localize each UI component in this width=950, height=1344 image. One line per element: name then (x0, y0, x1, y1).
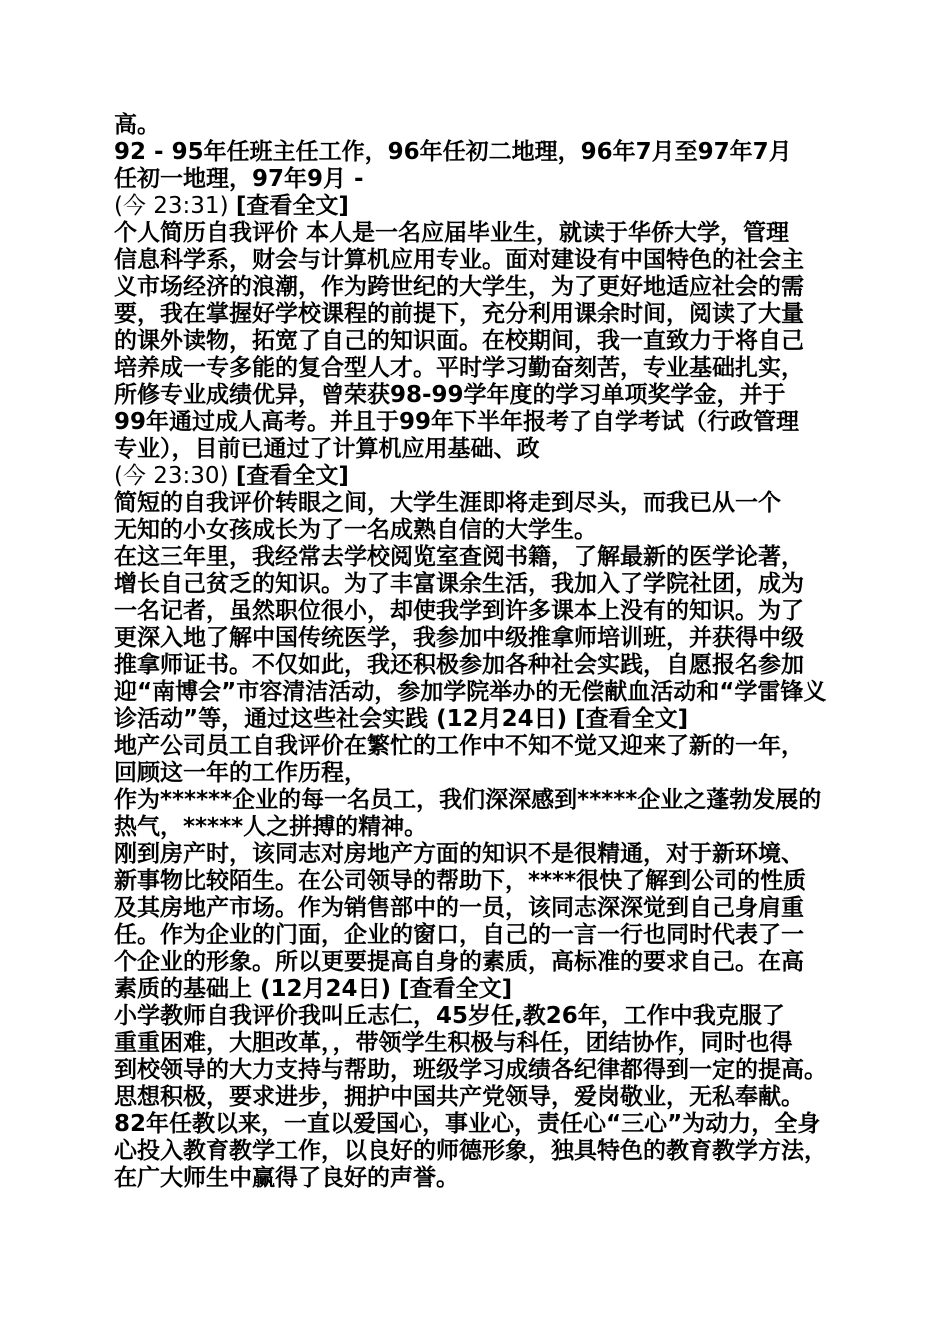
text-line: 增长自己贫乏的知识。为了丰富课余生活，我加入了学院社团，成为 (114, 571, 804, 597)
entry-meta (114, 463, 844, 490)
text-line: 心投入教育教学工作，以良好的师德形象，独具特色的教育教学方法， (114, 1138, 827, 1164)
text-line: 作为******企业的每一名员工，我们深深感到*****企业之蓬勃发展的 (114, 787, 822, 813)
text-line: 专业），目前已通过了计算机应用基础、政 (114, 436, 540, 462)
text-line: 素质的基础上 (12月24日) [查看全文] (114, 976, 513, 1002)
text-line: 信息科学系，财会与计算机应用专业。面对建设有中国特色的社会主 (114, 247, 804, 273)
entry-meta (114, 193, 844, 220)
text-line: 的课外读物，拓宽了自己的知识面。在校期间，我一直致力于将自己 (114, 328, 804, 354)
text-line: 诊活动”等，通过这些社会实践 (12月24日) [查看全文] (114, 706, 689, 732)
text-line: 小学教师自我评价我叫丘志仁，45岁任,教26年，工作中我克服了 (114, 1003, 785, 1029)
text-line: 92 - 95年任班主任工作，96年任初二地理，96年7月至97年7月 (114, 139, 792, 165)
text-line: 及其房地产市场。作为销售部中的一员，该同志深深觉到自己身肩重 (114, 895, 804, 921)
text-line: 个企业的形象。所以更要提高自身的素质，高标准的要求自己。在高 (114, 949, 804, 975)
text-line: 任初一地理，97年9月 - (114, 166, 364, 192)
text-line: 在广大师生中赢得了良好的声誉。 (114, 1165, 459, 1191)
entry-time: (今 23:30) (114, 463, 236, 489)
text-line: 重重困难，大胆改革，，带领学生积极与科任，团结协作，同时也得 (114, 1030, 793, 1056)
text-line: 热气，*****人之拼搏的精神。 (114, 814, 428, 840)
text-line: 个人简历自我评价 本人是一名应届毕业生，就读于华侨大学，管理 (114, 220, 790, 246)
text-line: 任。作为企业的门面，企业的窗口，自己的一言一行也同时代表了一 (114, 922, 804, 948)
text-line: 回顾这一年的工作历程， (114, 760, 367, 786)
text-line: 培养成一专多能的复合型人才。平时学习勤奋刻苦，专业基础扎实， (114, 355, 804, 381)
view-full-text-link[interactable]: [查看全文] (235, 193, 349, 219)
text-line: 思想积极，要求进步，拥护中国共产党领导，爱岗敬业，无私奉献。 (114, 1084, 804, 1110)
text-line: 更深入地了解中国传统医学，我参加中级推拿师培训班，并获得中级 (114, 625, 804, 651)
text-line: 要，我在掌握好学校课程的前提下，充分利用课余时间，阅读了大量 (114, 301, 804, 327)
text-line: 高。 (114, 112, 160, 138)
document-body (114, 112, 844, 1192)
text-line: 迎“南博会”市容清洁活动，参加学院举办的无偿献血活动和“学雷锋义 (114, 679, 827, 705)
text-line: 所修专业成绩优异，曾荣获98-99学年度的学习单项奖学金，并于 (114, 382, 786, 408)
text-line: 无知的小女孩成长为了一名成熟自信的大学生。 (114, 517, 597, 543)
text-line: 在这三年里，我经常去学校阅览室查阅书籍，了解最新的医学论著， (114, 544, 804, 570)
text-line: 82年任教以来，一直以爱国心，事业心，责任心“三心”为动力，全身 (114, 1111, 821, 1137)
text-line: 推拿师证书。不仅如此，我还积极参加各种社会实践，自愿报名参加 (114, 652, 804, 678)
view-full-text-link[interactable]: [查看全文] (235, 463, 349, 489)
text-line: 地产公司员工自我评价在繁忙的工作中不知不觉又迎来了新的一年， (114, 733, 804, 759)
text-line: 到校领导的大力支持与帮助，班级学习成绩各纪律都得到一定的提高。 (114, 1057, 827, 1083)
text-line: 99年通过成人高考。并且于99年下半年报考了自学考试（行政管理 (114, 409, 800, 435)
text-line: 刚到房产时，该同志对房地产方面的知识不是很精通，对于新环境、 (114, 841, 804, 867)
text-line: 一名记者，虽然职位很小，却使我学到许多课本上没有的知识。为了 (114, 598, 804, 624)
entry-time: (今 23:31) (114, 193, 236, 219)
text-line: 义市场经济的浪潮，作为跨世纪的大学生，为了更好地适应社会的需 (114, 274, 804, 300)
text-line: 新事物比较陌生。在公司领导的帮助下，****很快了解到公司的性质 (114, 868, 807, 894)
text-line: 简短的自我评价转眼之间，大学生涯即将走到尽头，而我已从一个 (114, 490, 781, 516)
